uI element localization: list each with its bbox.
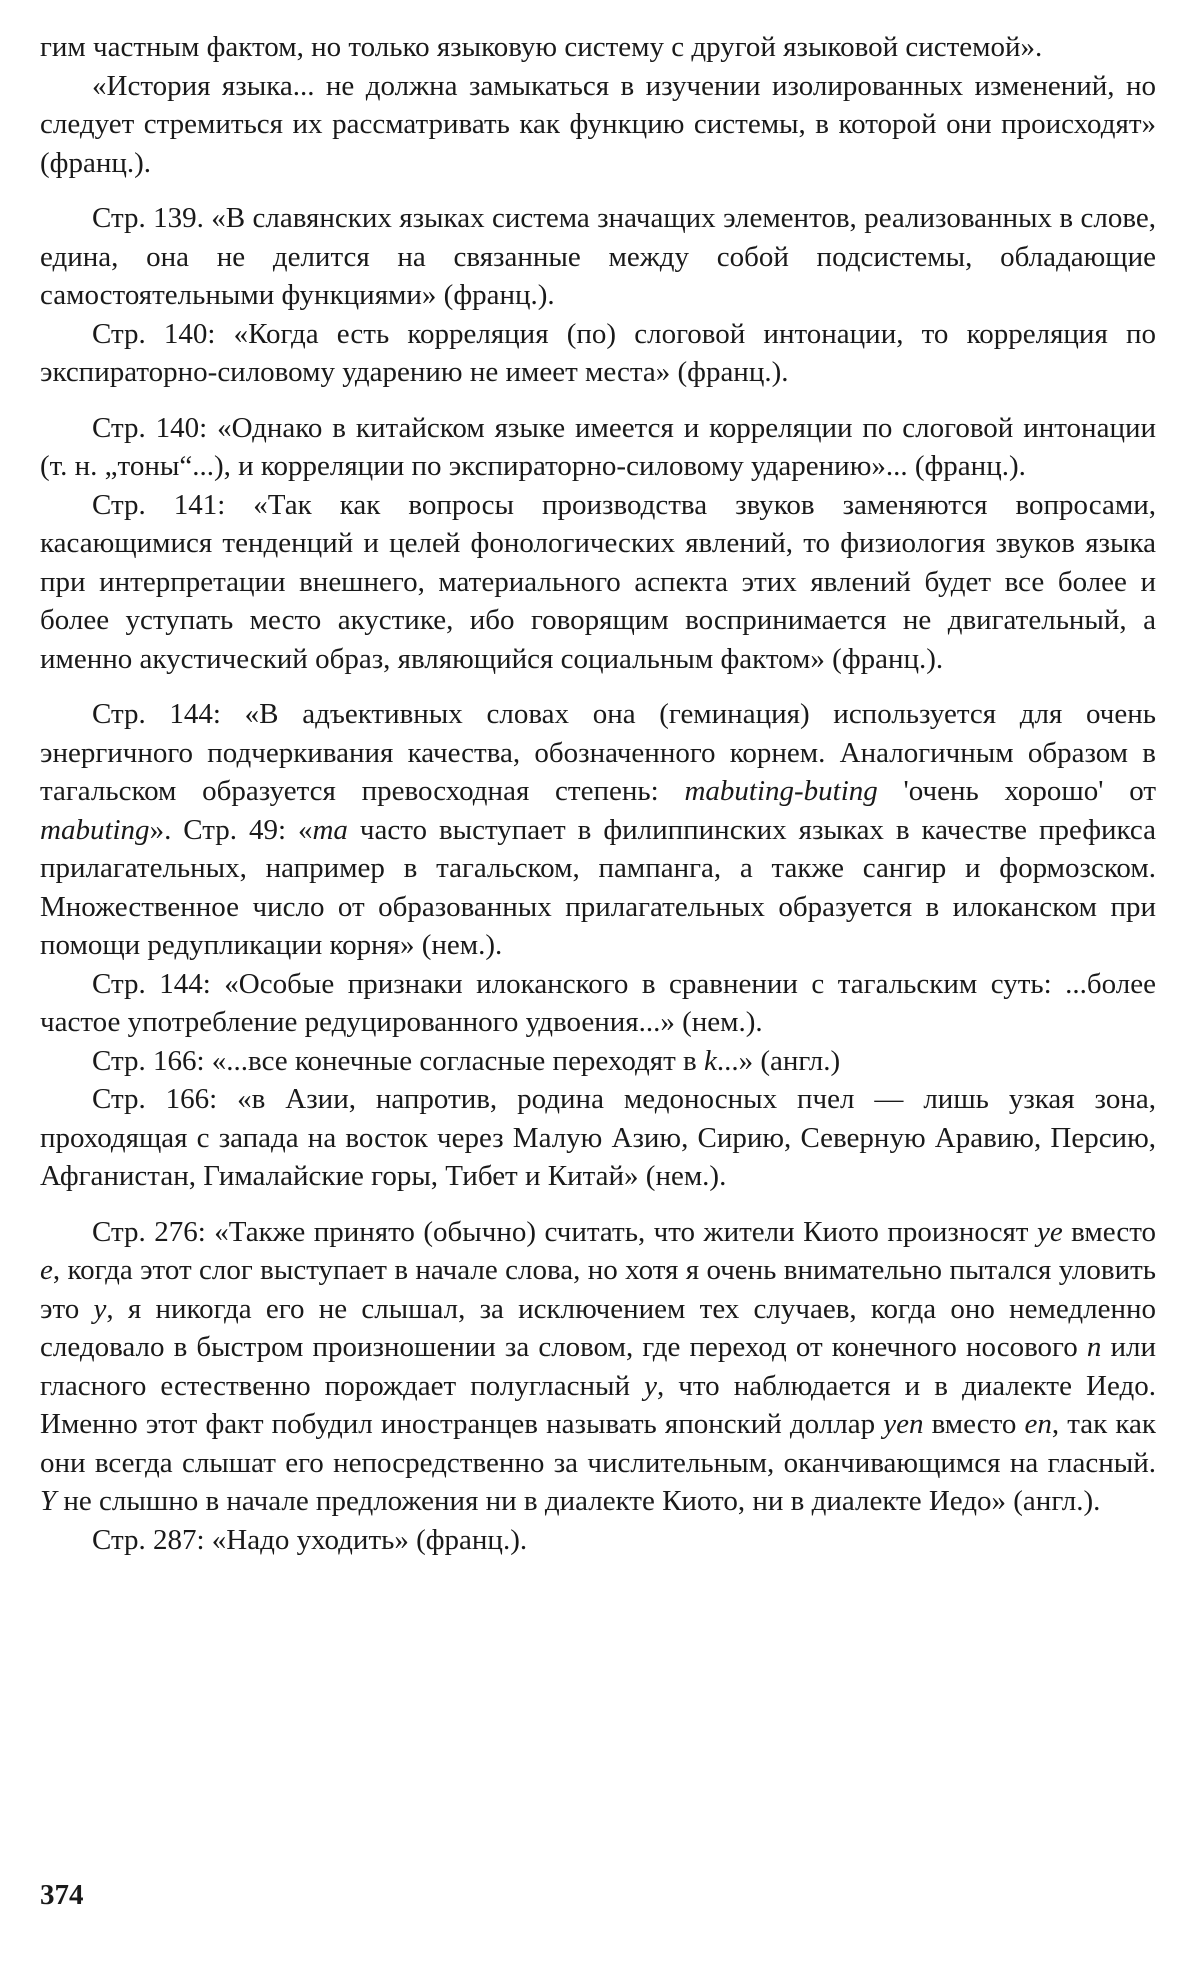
paragraph-page-287: Стр. 287: «Надо уходить» (франц.). (92, 1523, 528, 1556)
paragraph-page-276 (40, 1213, 1156, 1521)
text-segment: вместо (1062, 1215, 1156, 1248)
text-segment: Стр. 276: «Также принято (обычно) считать, что жители Киото произносят (92, 1215, 1037, 1248)
italic-term: mabuting-buting (684, 775, 878, 807)
italic-term: mabuting (40, 813, 150, 846)
text-segment: , когда этот слог выступает в начале слова, но хотя я очень внимательно пытался уловить это (40, 1254, 1156, 1325)
text-segment: или гласного естественно порождает полугласный (40, 1331, 1156, 1402)
paragraph-page-140-b: Стр. 140: «Однако в китайском языке имеется и корреляции по слоговой интонации (т. н. „тоны“...), и корреляции по экспираторно-силовому ударению»... (франц.). (40, 411, 1156, 482)
text-segment: Стр. 166: «...все конечные согласные переходят в (92, 1044, 704, 1077)
italic-term: y (93, 1292, 107, 1325)
text-segment: , я никогда его не слышал, за исключением тех случаев, когда оно немедленно следовало в быстром произношении за словом, где переход от конечного носового (40, 1292, 1156, 1363)
paragraph-page-144-a (40, 695, 1156, 965)
italic-term: e (40, 1254, 53, 1286)
text-segment: вместо (923, 1408, 1025, 1440)
italic-term: ye (1036, 1215, 1063, 1248)
paragraph-continuation: гим частным фактом, но только языковую систему с другой языковой системой». (40, 31, 1043, 63)
paragraph-page-141: Стр. 141: «Так как вопросы производства звуков заменяются вопросами, касающимися тенденций и целей фонологических явлений, то физиология звуков языка при интерпретации внешнего, материального аспекта этих явлений будет все более и более уступать место акустике, ибо говорящим воспринимается не двигательный, а именно акустический образ, являющийся социальным фактом» (франц.). (40, 488, 1156, 675)
paragraph-history-quote: «История языка... не должна замыкаться в изучении изолированных изменений, но следует стремиться их рассматривать как функцию системы, в которой они происходят» (франц.). (40, 69, 1156, 179)
paragraph-page-166-a (40, 1042, 1156, 1081)
text-segment: часто выступает в филиппинских языках в качестве префикса прилагательных, например в тагальском, пампанга, а также сангир и формозском. Множественное число от образованных прилагательных образуется в илоканском при помощи редупликации корня» (нем.). (40, 813, 1156, 961)
italic-term: n (1086, 1331, 1102, 1363)
text-segment: не слышно в начале предложения ни в диалекте Киото, ни в диалекте Иедо» (англ.). (56, 1485, 1101, 1517)
italic-term: en (1024, 1408, 1052, 1440)
text-segment: , что наблюдается и в диалекте Иедо. Именно этот факт побудил иностранцев называть японский доллар (40, 1369, 1156, 1440)
paragraph-page-144-b: Стр. 144: «Особые признаки илоканского в сравнении с тагальским суть: ...более частое употребление редуцированного удвоения...» (нем.). (40, 967, 1156, 1038)
text-segment: Стр. 144: «В адъективных словах она (геминация) используется для очень энергичного подчеркивания качества, обозначенного корнем. Аналогичным образом в тагальском образуется превосходная степень: (40, 698, 1156, 807)
italic-term: k (703, 1044, 717, 1077)
text-segment: ...» (англ.) (716, 1044, 841, 1077)
paragraph-page-166-b: Стр. 166: «в Азии, напротив, родина медоносных пчел — лишь узкая зона, проходящая с запада на восток через Малую Азию, Сирию, Северную Аравию, Персию, Афганистан, Гималайские горы, Тибет и Китай» (нем.). (40, 1083, 1156, 1192)
italic-term: y (644, 1369, 657, 1402)
document-page (40, 28, 1156, 1928)
text-segment: 'очень хорошо' от (877, 775, 1157, 807)
paragraph-page-139: Стр. 139. «В славянских языках система значащих элементов, реализованных в слове, едина, она не делится на связанные между собой подсистемы, обладающие самостоятельными функциями» (франц.). (40, 202, 1156, 311)
text-segment: ». Стр. 49: « (149, 813, 313, 846)
italic-term: yen (883, 1408, 924, 1440)
text-segment: , так как они всегда слышат его непосредственно за числительным, оканчивающимся на гласный. (40, 1408, 1157, 1479)
italic-term: Y (40, 1485, 57, 1517)
page-number: 374 (40, 1879, 84, 1911)
italic-term: ma (312, 813, 348, 846)
paragraph-page-140-a: Стр. 140: «Когда есть корреляция (по) слоговой интонации, то корреляция по экспираторно-силовому ударению не имеет места» (франц.). (40, 317, 1156, 388)
